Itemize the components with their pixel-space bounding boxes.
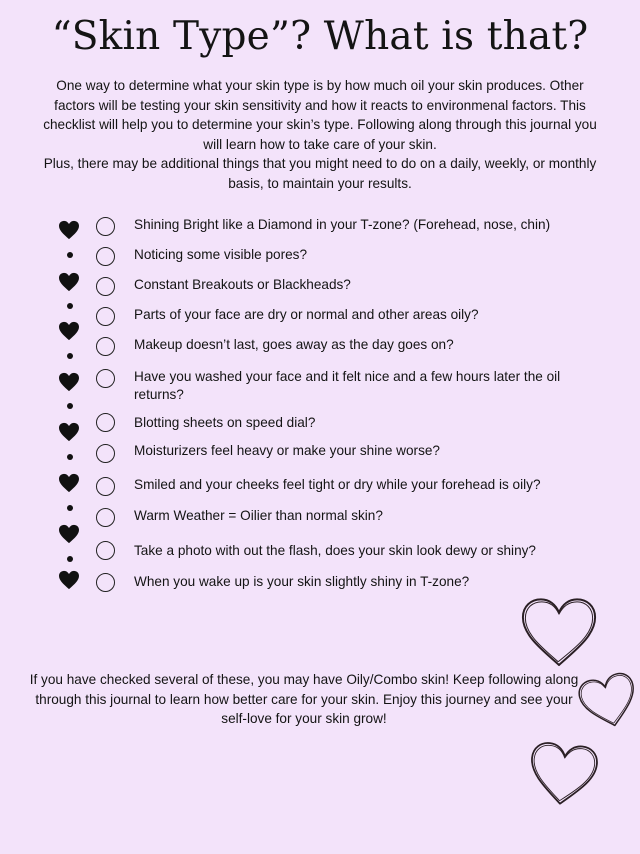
checklist-label: When you wake up is your skin slightly shiny in T-zone?	[134, 574, 470, 589]
heart-icon	[58, 422, 80, 442]
heart-icon	[58, 372, 80, 392]
checkbox-circle[interactable]	[96, 508, 115, 527]
checklist-item[interactable]	[96, 306, 576, 326]
heart-outline-icon	[526, 736, 600, 814]
checkbox-circle[interactable]	[96, 369, 115, 388]
checklist-item[interactable]	[96, 442, 576, 463]
checklist-label: Smiled and your cheeks feel tight or dry while your forehead is oily?	[134, 477, 541, 492]
checklist-label: Have you washed your face and it felt nice and a few hours later the oil returns?	[134, 369, 561, 402]
checkbox-circle[interactable]	[96, 337, 115, 356]
intro-paragraph: One way to determine what your skin type is by how much oil your skin produces. Other factors will be testing your skin sensitivity and how it reacts to environmenal factors. This checklist will help you to determine your skin’s type. Following along through this journal you will learn how to take care of your skin.	[43, 78, 597, 152]
checklist-label: Makeup doesn’t last, goes away as the day goes on?	[134, 337, 454, 352]
checklist-item[interactable]	[96, 414, 576, 432]
dot-icon	[67, 556, 73, 562]
checklist-item[interactable]	[96, 476, 576, 496]
checklist-item[interactable]	[96, 507, 576, 527]
checkbox-circle[interactable]	[96, 413, 115, 432]
checkbox-circle[interactable]	[96, 307, 115, 326]
intro-paragraph: Plus, there may be additional things that you might need to do on a daily, weekly, or monthly basis, to maintain your results.	[43, 156, 597, 191]
checklist-label: Take a photo with out the flash, does your skin look dewy or shiny?	[134, 543, 536, 558]
checkbox-circle[interactable]	[96, 277, 115, 296]
checklist-label: Constant Breakouts or Blackheads?	[134, 277, 351, 292]
checkbox-circle[interactable]	[96, 541, 115, 560]
checklist-item[interactable]	[96, 246, 576, 266]
dot-icon	[67, 505, 73, 511]
checkbox-circle[interactable]	[96, 217, 115, 236]
dot-icon	[67, 454, 73, 460]
dot-icon	[67, 252, 73, 258]
dot-icon	[67, 353, 73, 359]
checkbox-circle[interactable]	[96, 444, 115, 463]
page-title: “Skin Type”? What is that?	[51, 14, 589, 59]
dot-icon	[67, 403, 73, 409]
checklist-label: Noticing some visible pores?	[134, 247, 308, 262]
checklist-item[interactable]	[96, 276, 576, 296]
checklist-item[interactable]	[96, 368, 576, 404]
dot-icon	[67, 303, 73, 309]
heart-outline-icon	[518, 596, 600, 670]
heart-icon	[58, 570, 80, 590]
checklist-item[interactable]	[96, 573, 576, 592]
checklist-item[interactable]	[96, 336, 576, 356]
heart-icon	[58, 321, 80, 341]
checklist-label: Warm Weather = Oilier than normal skin?	[134, 508, 383, 523]
heart-icon	[58, 272, 80, 292]
heart-icon	[58, 524, 80, 544]
checklist-label: Moisturizers feel heavy or make your shine worse?	[134, 443, 440, 458]
heart-icon	[58, 473, 80, 493]
checklist-label: Blotting sheets on speed dial?	[134, 415, 316, 430]
checklist-label: Shining Bright like a Diamond in your T-zone? (Forehead, nose, chin)	[134, 217, 551, 232]
checklist-item[interactable]	[96, 542, 576, 560]
checkbox-circle[interactable]	[96, 573, 115, 592]
intro-text	[40, 76, 600, 193]
heart-outline-icon	[578, 660, 640, 744]
checkbox-circle[interactable]	[96, 247, 115, 266]
closing-text: If you have checked several of these, you may have Oily/Combo skin! Keep following along through this journal to learn how better care for your skin. Enjoy this journey and see your self-love for your skin grow!	[29, 672, 579, 726]
checkbox-circle[interactable]	[96, 477, 115, 496]
checklist-item[interactable]	[96, 216, 576, 236]
checklist-label: Parts of your face are dry or normal and other areas oily?	[134, 307, 479, 322]
bullet-column	[58, 220, 82, 600]
heart-icon	[58, 220, 80, 240]
